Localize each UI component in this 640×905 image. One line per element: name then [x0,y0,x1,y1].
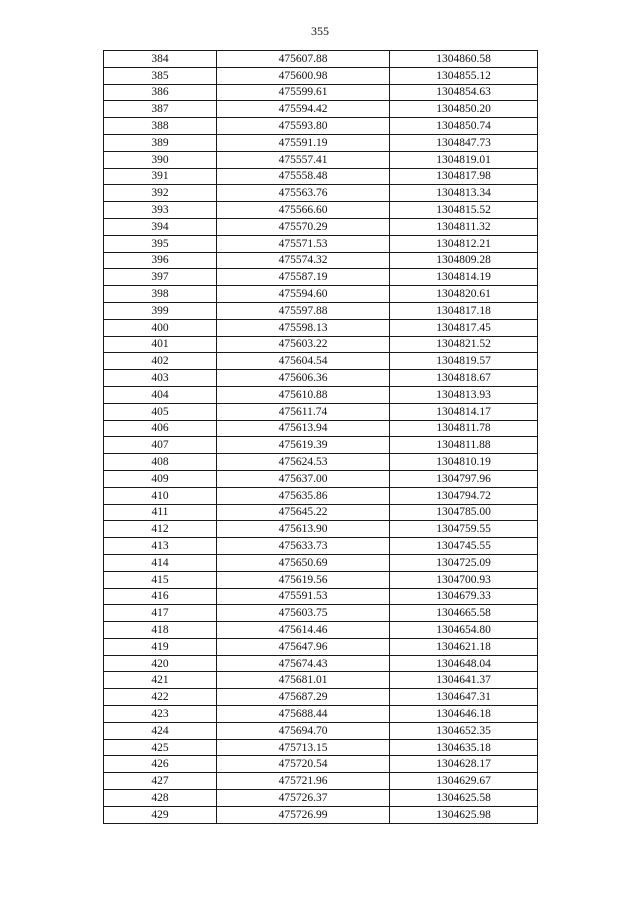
y-coordinate-cell: 1304794.72 [390,487,538,504]
y-coordinate-cell: 1304652.35 [390,722,538,739]
x-coordinate-cell: 475633.73 [217,538,390,555]
point-number-cell: 391 [104,168,217,185]
x-coordinate-cell: 475600.98 [217,67,390,84]
table-row [104,51,538,68]
x-coordinate-cell: 475566.60 [217,202,390,219]
x-coordinate-cell: 475593.80 [217,118,390,135]
point-number-cell: 409 [104,470,217,487]
table-row [104,202,538,219]
y-coordinate-cell: 1304797.96 [390,470,538,487]
table-row [104,554,538,571]
table-row [104,672,538,689]
table-row [104,218,538,235]
y-coordinate-cell: 1304860.58 [390,51,538,68]
table-row [104,269,538,286]
x-coordinate-cell: 475613.94 [217,420,390,437]
x-coordinate-cell: 475558.48 [217,168,390,185]
x-coordinate-cell: 475726.99 [217,806,390,823]
table-row [104,101,538,118]
x-coordinate-cell: 475721.96 [217,773,390,790]
x-coordinate-cell: 475614.46 [217,622,390,639]
point-number-cell: 386 [104,84,217,101]
y-coordinate-cell: 1304817.98 [390,168,538,185]
y-coordinate-cell: 1304818.67 [390,370,538,387]
table-row [104,353,538,370]
point-number-cell: 404 [104,386,217,403]
y-coordinate-cell: 1304725.09 [390,554,538,571]
y-coordinate-cell: 1304665.58 [390,605,538,622]
point-number-cell: 384 [104,51,217,68]
table-row [104,638,538,655]
table-row [104,286,538,303]
x-coordinate-cell: 475713.15 [217,739,390,756]
table-row [104,655,538,672]
point-number-cell: 427 [104,773,217,790]
y-coordinate-cell: 1304654.80 [390,622,538,639]
point-number-cell: 397 [104,269,217,286]
point-number-cell: 395 [104,235,217,252]
y-coordinate-cell: 1304679.33 [390,588,538,605]
point-number-cell: 396 [104,252,217,269]
table-row [104,252,538,269]
x-coordinate-cell: 475591.53 [217,588,390,605]
table-row [104,487,538,504]
point-number-cell: 426 [104,756,217,773]
table-row [104,588,538,605]
table-row [104,773,538,790]
x-coordinate-cell: 475611.74 [217,403,390,420]
point-number-cell: 428 [104,790,217,807]
y-coordinate-cell: 1304815.52 [390,202,538,219]
table-row [104,403,538,420]
x-coordinate-cell: 475598.13 [217,319,390,336]
table-row [104,790,538,807]
table-row [104,386,538,403]
point-number-cell: 420 [104,655,217,672]
x-coordinate-cell: 475694.70 [217,722,390,739]
y-coordinate-cell: 1304811.32 [390,218,538,235]
point-number-cell: 424 [104,722,217,739]
x-coordinate-cell: 475650.69 [217,554,390,571]
x-coordinate-cell: 475619.56 [217,571,390,588]
y-coordinate-cell: 1304855.12 [390,67,538,84]
point-number-cell: 414 [104,554,217,571]
y-coordinate-cell: 1304819.01 [390,151,538,168]
x-coordinate-cell: 475720.54 [217,756,390,773]
table-row [104,470,538,487]
table-row [104,571,538,588]
point-number-cell: 422 [104,689,217,706]
x-coordinate-cell: 475606.36 [217,370,390,387]
y-coordinate-cell: 1304813.93 [390,386,538,403]
point-number-cell: 411 [104,504,217,521]
y-coordinate-cell: 1304646.18 [390,706,538,723]
table-row [104,168,538,185]
table-row [104,336,538,353]
y-coordinate-cell: 1304635.18 [390,739,538,756]
table-row [104,302,538,319]
y-coordinate-cell: 1304811.88 [390,437,538,454]
x-coordinate-cell: 475594.60 [217,286,390,303]
point-number-cell: 413 [104,538,217,555]
table-row [104,504,538,521]
point-number-cell: 394 [104,218,217,235]
x-coordinate-cell: 475645.22 [217,504,390,521]
x-coordinate-cell: 475624.53 [217,454,390,471]
table-row [104,118,538,135]
y-coordinate-cell: 1304812.21 [390,235,538,252]
page-number: 355 [311,24,329,38]
table-row [104,437,538,454]
point-number-cell: 419 [104,638,217,655]
coordinate-table-body [104,51,538,824]
point-number-cell: 387 [104,101,217,118]
x-coordinate-cell: 475613.90 [217,521,390,538]
y-coordinate-cell: 1304745.55 [390,538,538,555]
point-number-cell: 402 [104,353,217,370]
point-number-cell: 408 [104,454,217,471]
x-coordinate-cell: 475603.22 [217,336,390,353]
x-coordinate-cell: 475604.54 [217,353,390,370]
x-coordinate-cell: 475574.32 [217,252,390,269]
y-coordinate-cell: 1304847.73 [390,134,538,151]
table-row [104,622,538,639]
table-row [104,134,538,151]
x-coordinate-cell: 475563.76 [217,185,390,202]
point-number-cell: 403 [104,370,217,387]
point-number-cell: 399 [104,302,217,319]
point-number-cell: 392 [104,185,217,202]
x-coordinate-cell: 475607.88 [217,51,390,68]
table-row [104,84,538,101]
point-number-cell: 415 [104,571,217,588]
y-coordinate-cell: 1304810.19 [390,454,538,471]
table-row [104,756,538,773]
coordinate-table [103,50,538,824]
table-row [104,235,538,252]
y-coordinate-cell: 1304850.20 [390,101,538,118]
x-coordinate-cell: 475688.44 [217,706,390,723]
y-coordinate-cell: 1304625.98 [390,806,538,823]
x-coordinate-cell: 475637.00 [217,470,390,487]
y-coordinate-cell: 1304811.78 [390,420,538,437]
point-number-cell: 401 [104,336,217,353]
table-row [104,806,538,823]
point-number-cell: 405 [104,403,217,420]
y-coordinate-cell: 1304700.93 [390,571,538,588]
y-coordinate-cell: 1304817.45 [390,319,538,336]
point-number-cell: 412 [104,521,217,538]
y-coordinate-cell: 1304850.74 [390,118,538,135]
table-row [104,739,538,756]
point-number-cell: 416 [104,588,217,605]
x-coordinate-cell: 475599.61 [217,84,390,101]
point-number-cell: 421 [104,672,217,689]
table-row [104,420,538,437]
point-number-cell: 385 [104,67,217,84]
x-coordinate-cell: 475587.19 [217,269,390,286]
point-number-cell: 418 [104,622,217,639]
x-coordinate-cell: 475610.88 [217,386,390,403]
table-row [104,706,538,723]
point-number-cell: 417 [104,605,217,622]
y-coordinate-cell: 1304854.63 [390,84,538,101]
table-row [104,319,538,336]
point-number-cell: 406 [104,420,217,437]
table-row [104,605,538,622]
point-number-cell: 407 [104,437,217,454]
y-coordinate-cell: 1304641.37 [390,672,538,689]
x-coordinate-cell: 475570.29 [217,218,390,235]
table-row [104,151,538,168]
x-coordinate-cell: 475619.39 [217,437,390,454]
x-coordinate-cell: 475591.19 [217,134,390,151]
table-row [104,722,538,739]
point-number-cell: 425 [104,739,217,756]
y-coordinate-cell: 1304819.57 [390,353,538,370]
x-coordinate-cell: 475594.42 [217,101,390,118]
point-number-cell: 400 [104,319,217,336]
y-coordinate-cell: 1304814.17 [390,403,538,420]
y-coordinate-cell: 1304759.55 [390,521,538,538]
y-coordinate-cell: 1304821.52 [390,336,538,353]
point-number-cell: 388 [104,118,217,135]
point-number-cell: 389 [104,134,217,151]
y-coordinate-cell: 1304629.67 [390,773,538,790]
y-coordinate-cell: 1304647.31 [390,689,538,706]
x-coordinate-cell: 475597.88 [217,302,390,319]
table-row [104,67,538,84]
point-number-cell: 393 [104,202,217,219]
point-number-cell: 390 [104,151,217,168]
y-coordinate-cell: 1304814.19 [390,269,538,286]
x-coordinate-cell: 475557.41 [217,151,390,168]
point-number-cell: 410 [104,487,217,504]
table-row [104,689,538,706]
y-coordinate-cell: 1304625.58 [390,790,538,807]
x-coordinate-cell: 475571.53 [217,235,390,252]
x-coordinate-cell: 475647.96 [217,638,390,655]
x-coordinate-cell: 475681.01 [217,672,390,689]
table-row [104,521,538,538]
table-row [104,185,538,202]
table-row [104,538,538,555]
y-coordinate-cell: 1304628.17 [390,756,538,773]
y-coordinate-cell: 1304648.04 [390,655,538,672]
point-number-cell: 429 [104,806,217,823]
x-coordinate-cell: 475726.37 [217,790,390,807]
y-coordinate-cell: 1304621.18 [390,638,538,655]
x-coordinate-cell: 475674.43 [217,655,390,672]
x-coordinate-cell: 475603.75 [217,605,390,622]
point-number-cell: 423 [104,706,217,723]
table-row [104,454,538,471]
table-row [104,370,538,387]
y-coordinate-cell: 1304785.00 [390,504,538,521]
y-coordinate-cell: 1304813.34 [390,185,538,202]
y-coordinate-cell: 1304820.61 [390,286,538,303]
point-number-cell: 398 [104,286,217,303]
y-coordinate-cell: 1304809.28 [390,252,538,269]
y-coordinate-cell: 1304817.18 [390,302,538,319]
x-coordinate-cell: 475635.86 [217,487,390,504]
x-coordinate-cell: 475687.29 [217,689,390,706]
